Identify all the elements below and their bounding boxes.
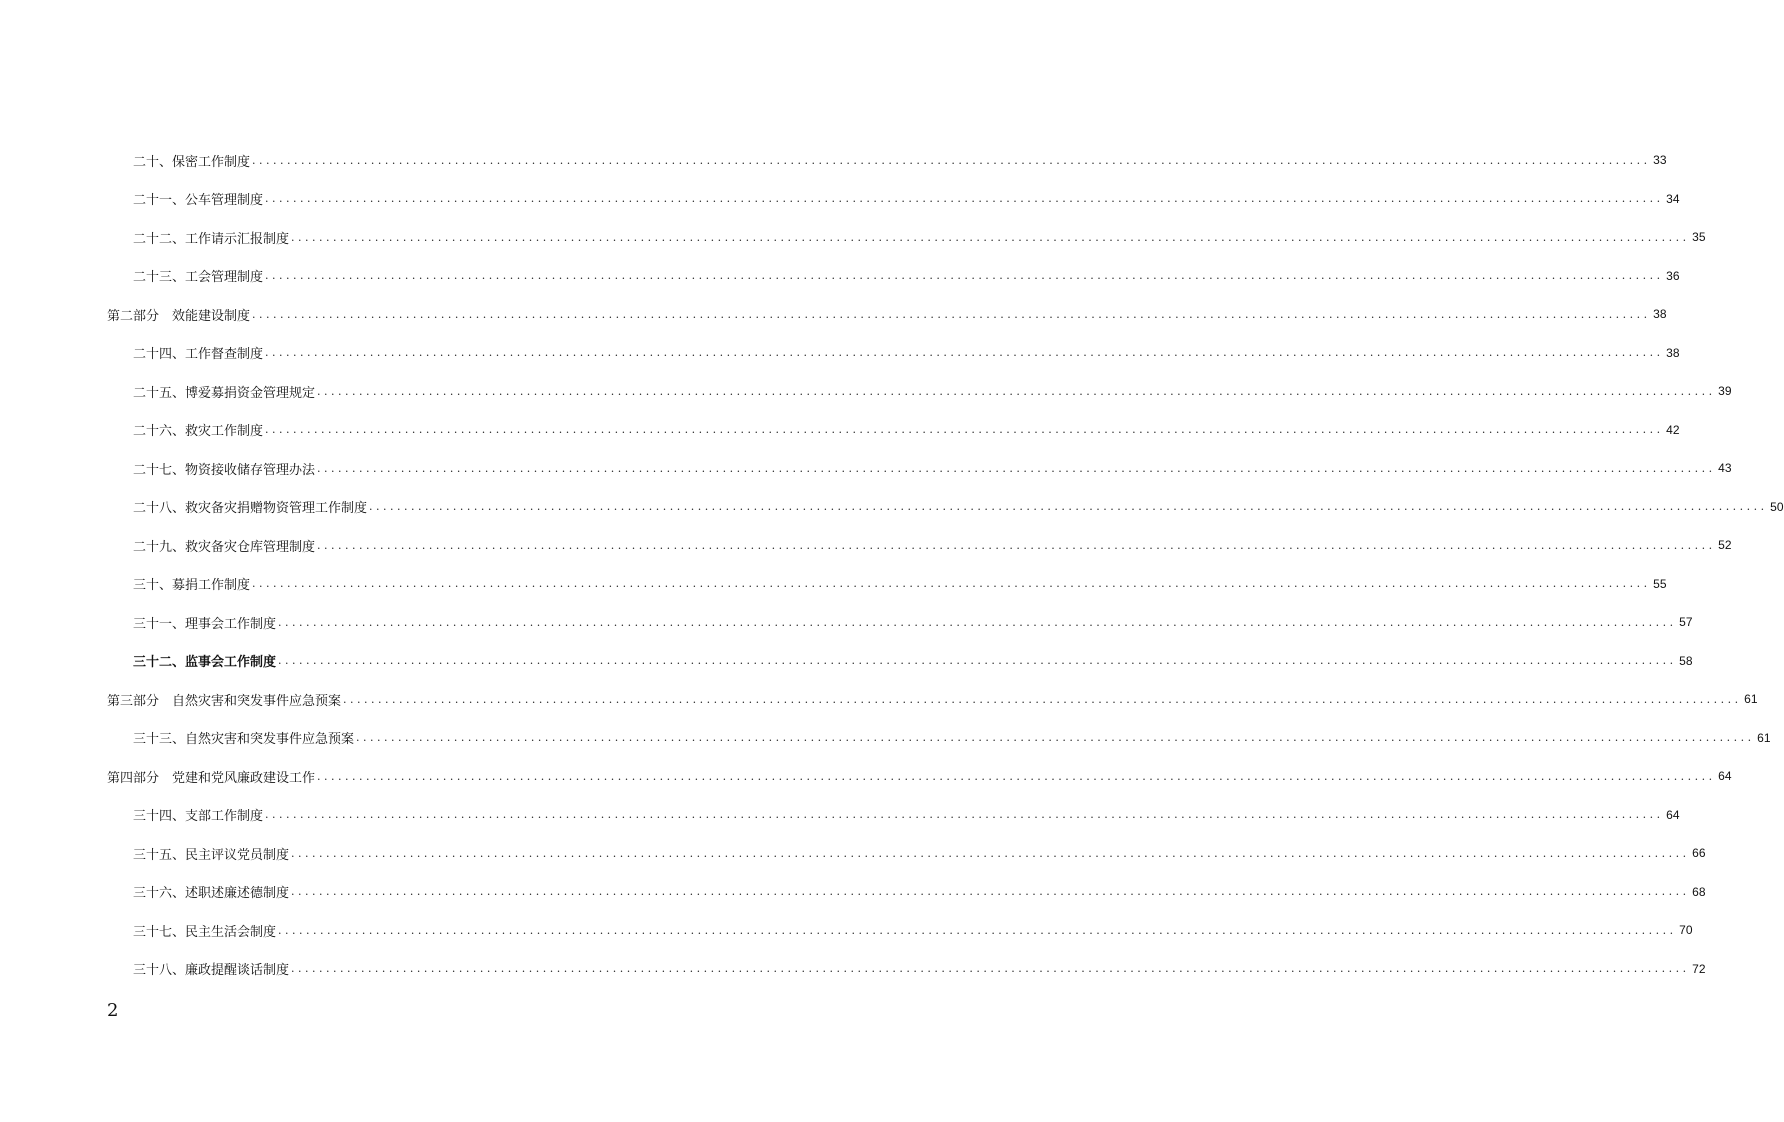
toc-entry-title: 二十九、救灾备灾仓库管理制度 bbox=[133, 539, 316, 555]
toc-entry[interactable] bbox=[0, 341, 1680, 365]
dot-leader: . . . . . . . . . . . . . . . . . . . . . . . . . . . . . . . . . . . . . . . . . . . . . . . . . . . . . . . . . . . . . . . . . . . . . . . . . . . . . . . . . . . . . . . . . . . . . . . . . . . . . . . . . . . . . . . . . . . . . . . . . . . . . . . . . . . . . . . . . . . . . . . . . . . . . . . . . . . . . . . . . . . . . . . . . . . . . . . . . . . . . . . . . . . . . . . . . . . . . . . . bbox=[291, 962, 1687, 975]
dot-leader: . . . . . . . . . . . . . . . . . . . . . . . . . . . . . . . . . . . . . . . . . . . . . . . . . . . . . . . . . . . . . . . . . . . . . . . . . . . . . . . . . . . . . . . . . . . . . . . . . . . . . . . . . . . . . . . . . . . . . . . . . . . . . . . . . . . . . . . . . . . . . . . . . . . . . . . . . . . . . . . . . . . . . . . . . . . . . . . . . . . . . . . . . . . . . . . . . . . . . . . . bbox=[278, 654, 1674, 667]
toc-entry-page: 34 bbox=[1666, 191, 1680, 206]
toc-entry[interactable] bbox=[0, 957, 1706, 981]
toc-entry[interactable] bbox=[0, 687, 1758, 711]
toc-entry-title: 第二部分 效能建设制度 bbox=[107, 308, 251, 324]
toc-entry-title: 二十八、救灾备灾捐赠物资管理工作制度 bbox=[133, 501, 368, 516]
toc-entry-page: 33 bbox=[1653, 153, 1667, 167]
toc-entry-title: 二十二、工作请示汇报制度 bbox=[133, 231, 290, 247]
dot-leader: . . . . . . . . . . . . . . . . . . . . . . . . . . . . . . . . . . . . . . . . . . . . . . . . . . . . . . . . . . . . . . . . . . . . . . . . . . . . . . . . . . . . . . . . . . . . . . . . . . . . . . . . . . . . . . . . . . . . . . . . . . . . . . . . . . . . . . . . . . . . . . . . . . . . . . . . . . . . . . . . . . . . . . . . . . . . . . . . . . . . . . . . . . . . . . . . . . . . . . . . bbox=[317, 538, 1713, 552]
toc-entry-page: 50 bbox=[1770, 499, 1784, 514]
toc-entry[interactable] bbox=[0, 610, 1693, 634]
toc-entry[interactable] bbox=[0, 841, 1706, 865]
toc-entry-page: 64 bbox=[1718, 769, 1732, 783]
dot-leader: . . . . . . . . . . . . . . . . . . . . . . . . . . . . . . . . . . . . . . . . . . . . . . . . . . . . . . . . . . . . . . . . . . . . . . . . . . . . . . . . . . . . . . . . . . . . . . . . . . . . . . . . . . . . . . . . . . . . . . . . . . . . . . . . . . . . . . . . . . . . . . . . . . . . . . . . . . . . . . . . . . . . . . . . . . . . . . . . . . . . . . . . . . . . . . . . . . . . . . . . bbox=[265, 808, 1661, 821]
toc-entry-page: 70 bbox=[1679, 923, 1693, 937]
toc-entry-page: 39 bbox=[1718, 384, 1732, 398]
toc-entry-page: 61 bbox=[1744, 692, 1758, 706]
toc-entry-page: 57 bbox=[1679, 615, 1693, 629]
toc-entry-title: 第四部分 党建和党风廉政建设工作 bbox=[107, 770, 316, 786]
toc-entry[interactable] bbox=[0, 649, 1693, 673]
dot-leader: . . . . . . . . . . . . . . . . . . . . . . . . . . . . . . . . . . . . . . . . . . . . . . . . . . . . . . . . . . . . . . . . . . . . . . . . . . . . . . . . . . . . . . . . . . . . . . . . . . . . . . . . . . . . . . . . . . . . . . . . . . . . . . . . . . . . . . . . . . . . . . . . . . . . . . . . . . . . . . . . . . . . . . . . . . . . . . . . . . . . . . . . . . . . . . . . . . . . . . . . bbox=[265, 269, 1661, 282]
toc-entry-title: 三十、募捐工作制度 bbox=[133, 578, 251, 593]
page-number: 2 bbox=[107, 1000, 119, 1021]
dot-leader: . . . . . . . . . . . . . . . . . . . . . . . . . . . . . . . . . . . . . . . . . . . . . . . . . . . . . . . . . . . . . . . . . . . . . . . . . . . . . . . . . . . . . . . . . . . . . . . . . . . . . . . . . . . . . . . . . . . . . . . . . . . . . . . . . . . . . . . . . . . . . . . . . . . . . . . . . . . . . . . . . . . . . . . . . . . . . . . . . . . . . . . . . . . . . . . . . . . . . . . . bbox=[291, 846, 1687, 860]
toc-entry-page: 55 bbox=[1653, 576, 1667, 591]
toc-entry-title: 三十六、述职述廉述德制度 bbox=[133, 886, 290, 901]
dot-leader: . . . . . . . . . . . . . . . . . . . . . . . . . . . . . . . . . . . . . . . . . . . . . . . . . . . . . . . . . . . . . . . . . . . . . . . . . . . . . . . . . . . . . . . . . . . . . . . . . . . . . . . . . . . . . . . . . . . . . . . . . . . . . . . . . . . . . . . . . . . . . . . . . . . . . . . . . . . . . . . . . . . . . . . . . . . . . . . . . . . . . . . . . . . . . . . . . . . . . . . . bbox=[317, 461, 1713, 475]
dot-leader: . . . . . . . . . . . . . . . . . . . . . . . . . . . . . . . . . . . . . . . . . . . . . . . . . . . . . . . . . . . . . . . . . . . . . . . . . . . . . . . . . . . . . . . . . . . . . . . . . . . . . . . . . . . . . . . . . . . . . . . . . . . . . . . . . . . . . . . . . . . . . . . . . . . . . . . . . . . . . . . . . . . . . . . . . . . . . . . . . . . . . . . . . . . . . . . . . . . . . . . . bbox=[252, 153, 1648, 167]
toc-entry-page: 52 bbox=[1718, 538, 1732, 552]
toc-entry[interactable] bbox=[0, 918, 1693, 942]
dot-leader: . . . . . . . . . . . . . . . . . . . . . . . . . . . . . . . . . . . . . . . . . . . . . . . . . . . . . . . . . . . . . . . . . . . . . . . . . . . . . . . . . . . . . . . . . . . . . . . . . . . . . . . . . . . . . . . . . . . . . . . . . . . . . . . . . . . . . . . . . . . . . . . . . . . . . . . . . . . . . . . . . . . . . . . . . . . . . . . . . . . . . . . . . . . . . . . . . . . . . . . . bbox=[265, 423, 1661, 436]
toc-entry-page: 61 bbox=[1757, 730, 1771, 745]
toc-entry-page: 43 bbox=[1718, 461, 1732, 475]
toc-entry-title: 三十三、自然灾害和突发事件应急预案 bbox=[133, 732, 355, 747]
toc-entry-page: 35 bbox=[1692, 230, 1706, 244]
toc-entry-page: 38 bbox=[1653, 307, 1667, 321]
dot-leader: . . . . . . . . . . . . . . . . . . . . . . . . . . . . . . . . . . . . . . . . . . . . . . . . . . . . . . . . . . . . . . . . . . . . . . . . . . . . . . . . . . . . . . . . . . . . . . . . . . . . . . . . . . . . . . . . . . . . . . . . . . . . . . . . . . . . . . . . . . . . . . . . . . . . . . . . . . . . . . . . . . . . . . . . . . . . . . . . . . . . . . . . . . . . . . . . . . . . . . . . bbox=[317, 769, 1713, 783]
toc-entry[interactable] bbox=[0, 880, 1706, 904]
toc-entry-title: 三十八、廉政提醒谈话制度 bbox=[133, 963, 290, 978]
toc-entry-title: 二十七、物资接收储存管理办法 bbox=[133, 462, 316, 478]
toc-entry[interactable] bbox=[0, 225, 1706, 249]
toc-entry[interactable] bbox=[0, 764, 1732, 788]
toc-entry[interactable] bbox=[0, 456, 1732, 480]
toc-entry[interactable] bbox=[0, 572, 1667, 596]
dot-leader: . . . . . . . . . . . . . . . . . . . . . . . . . . . . . . . . . . . . . . . . . . . . . . . . . . . . . . . . . . . . . . . . . . . . . . . . . . . . . . . . . . . . . . . . . . . . . . . . . . . . . . . . . . . . . . . . . . . . . . . . . . . . . . . . . . . . . . . . . . . . . . . . . . . . . . . . . . . . . . . . . . . . . . . . . . . . . . . . . . . . . . . . . . . . . . . . . . . . . . . . bbox=[369, 500, 1765, 513]
toc-entry-page: 58 bbox=[1679, 653, 1693, 668]
dot-leader: . . . . . . . . . . . . . . . . . . . . . . . . . . . . . . . . . . . . . . . . . . . . . . . . . . . . . . . . . . . . . . . . . . . . . . . . . . . . . . . . . . . . . . . . . . . . . . . . . . . . . . . . . . . . . . . . . . . . . . . . . . . . . . . . . . . . . . . . . . . . . . . . . . . . . . . . . . . . . . . . . . . . . . . . . . . . . . . . . . . . . . . . . . . . . . . . . . . . . . . . bbox=[343, 692, 1739, 706]
toc-entry-title: 三十二、监事会工作制度 bbox=[133, 655, 277, 670]
toc-entry[interactable] bbox=[0, 148, 1667, 172]
toc-entry-title: 三十一、理事会工作制度 bbox=[133, 616, 277, 632]
toc-entry[interactable] bbox=[0, 187, 1680, 211]
toc-entry-page: 72 bbox=[1692, 961, 1706, 976]
dot-leader: . . . . . . . . . . . . . . . . . . . . . . . . . . . . . . . . . . . . . . . . . . . . . . . . . . . . . . . . . . . . . . . . . . . . . . . . . . . . . . . . . . . . . . . . . . . . . . . . . . . . . . . . . . . . . . . . . . . . . . . . . . . . . . . . . . . . . . . . . . . . . . . . . . . . . . . . . . . . . . . . . . . . . . . . . . . . . . . . . . . . . . . . . . . . . . . . . . . . . . . . bbox=[317, 384, 1713, 398]
toc-entry-title: 二十六、救灾工作制度 bbox=[133, 424, 264, 439]
toc-entry-page: 42 bbox=[1666, 422, 1680, 437]
toc-entry[interactable] bbox=[0, 302, 1667, 326]
toc-entry-page: 38 bbox=[1666, 345, 1680, 360]
toc-entry-title: 二十三、工会管理制度 bbox=[133, 270, 264, 285]
dot-leader: . . . . . . . . . . . . . . . . . . . . . . . . . . . . . . . . . . . . . . . . . . . . . . . . . . . . . . . . . . . . . . . . . . . . . . . . . . . . . . . . . . . . . . . . . . . . . . . . . . . . . . . . . . . . . . . . . . . . . . . . . . . . . . . . . . . . . . . . . . . . . . . . . . . . . . . . . . . . . . . . . . . . . . . . . . . . . . . . . . . . . . . . . . . . . . . . . . . . . . . . bbox=[278, 923, 1674, 937]
toc-entry[interactable] bbox=[0, 803, 1680, 827]
dot-leader: . . . . . . . . . . . . . . . . . . . . . . . . . . . . . . . . . . . . . . . . . . . . . . . . . . . . . . . . . . . . . . . . . . . . . . . . . . . . . . . . . . . . . . . . . . . . . . . . . . . . . . . . . . . . . . . . . . . . . . . . . . . . . . . . . . . . . . . . . . . . . . . . . . . . . . . . . . . . . . . . . . . . . . . . . . . . . . . . . . . . . . . . . . . . . . . . . . . . . . . . bbox=[278, 615, 1674, 629]
toc-entry-title: 二十五、博爱募捐资金管理规定 bbox=[133, 385, 316, 401]
dot-leader: . . . . . . . . . . . . . . . . . . . . . . . . . . . . . . . . . . . . . . . . . . . . . . . . . . . . . . . . . . . . . . . . . . . . . . . . . . . . . . . . . . . . . . . . . . . . . . . . . . . . . . . . . . . . . . . . . . . . . . . . . . . . . . . . . . . . . . . . . . . . . . . . . . . . . . . . . . . . . . . . . . . . . . . . . . . . . . . . . . . . . . . . . . . . . . . . . . . . . . . . bbox=[265, 192, 1661, 205]
toc-entry-title: 第三部分 自然灾害和突发事件应急预案 bbox=[107, 693, 342, 709]
toc-entry-title: 二十、保密工作制度 bbox=[133, 154, 251, 170]
toc-entry[interactable] bbox=[0, 495, 1784, 519]
dot-leader: . . . . . . . . . . . . . . . . . . . . . . . . . . . . . . . . . . . . . . . . . . . . . . . . . . . . . . . . . . . . . . . . . . . . . . . . . . . . . . . . . . . . . . . . . . . . . . . . . . . . . . . . . . . . . . . . . . . . . . . . . . . . . . . . . . . . . . . . . . . . . . . . . . . . . . . . . . . . . . . . . . . . . . . . . . . . . . . . . . . . . . . . . . . . . . . . . . . . . . . . bbox=[291, 885, 1687, 898]
toc-entry-page: 66 bbox=[1692, 846, 1706, 860]
toc-entry[interactable] bbox=[0, 379, 1732, 403]
toc-entry-page: 36 bbox=[1666, 268, 1680, 283]
toc-entry-page: 64 bbox=[1666, 807, 1680, 822]
toc-entry-title: 二十一、公车管理制度 bbox=[133, 193, 264, 208]
toc-entry-title: 三十七、民主生活会制度 bbox=[133, 924, 277, 940]
toc-entry-page: 68 bbox=[1692, 884, 1706, 899]
toc-entry[interactable] bbox=[0, 533, 1732, 557]
dot-leader: . . . . . . . . . . . . . . . . . . . . . . . . . . . . . . . . . . . . . . . . . . . . . . . . . . . . . . . . . . . . . . . . . . . . . . . . . . . . . . . . . . . . . . . . . . . . . . . . . . . . . . . . . . . . . . . . . . . . . . . . . . . . . . . . . . . . . . . . . . . . . . . . . . . . . . . . . . . . . . . . . . . . . . . . . . . . . . . . . . . . . . . . . . . . . . . . . . . . . . . . bbox=[291, 230, 1687, 244]
toc-entry[interactable] bbox=[0, 264, 1680, 288]
toc-entry[interactable] bbox=[0, 726, 1771, 750]
toc-entry-title: 三十五、民主评议党员制度 bbox=[133, 847, 290, 863]
toc-entry-title: 二十四、工作督查制度 bbox=[133, 347, 264, 362]
toc-entry[interactable] bbox=[0, 418, 1680, 442]
dot-leader: . . . . . . . . . . . . . . . . . . . . . . . . . . . . . . . . . . . . . . . . . . . . . . . . . . . . . . . . . . . . . . . . . . . . . . . . . . . . . . . . . . . . . . . . . . . . . . . . . . . . . . . . . . . . . . . . . . . . . . . . . . . . . . . . . . . . . . . . . . . . . . . . . . . . . . . . . . . . . . . . . . . . . . . . . . . . . . . . . . . . . . . . . . . . . . . . . . . . . . . . bbox=[252, 577, 1648, 590]
dot-leader: . . . . . . . . . . . . . . . . . . . . . . . . . . . . . . . . . . . . . . . . . . . . . . . . . . . . . . . . . . . . . . . . . . . . . . . . . . . . . . . . . . . . . . . . . . . . . . . . . . . . . . . . . . . . . . . . . . . . . . . . . . . . . . . . . . . . . . . . . . . . . . . . . . . . . . . . . . . . . . . . . . . . . . . . . . . . . . . . . . . . . . . . . . . . . . . . . . . . . . . . bbox=[265, 346, 1661, 359]
dot-leader: . . . . . . . . . . . . . . . . . . . . . . . . . . . . . . . . . . . . . . . . . . . . . . . . . . . . . . . . . . . . . . . . . . . . . . . . . . . . . . . . . . . . . . . . . . . . . . . . . . . . . . . . . . . . . . . . . . . . . . . . . . . . . . . . . . . . . . . . . . . . . . . . . . . . . . . . . . . . . . . . . . . . . . . . . . . . . . . . . . . . . . . . . . . . . . . . . . . . . . . . bbox=[252, 307, 1648, 321]
toc-entry-title: 三十四、支部工作制度 bbox=[133, 809, 264, 824]
dot-leader: . . . . . . . . . . . . . . . . . . . . . . . . . . . . . . . . . . . . . . . . . . . . . . . . . . . . . . . . . . . . . . . . . . . . . . . . . . . . . . . . . . . . . . . . . . . . . . . . . . . . . . . . . . . . . . . . . . . . . . . . . . . . . . . . . . . . . . . . . . . . . . . . . . . . . . . . . . . . . . . . . . . . . . . . . . . . . . . . . . . . . . . . . . . . . . . . . . . . . . . . bbox=[356, 731, 1752, 744]
